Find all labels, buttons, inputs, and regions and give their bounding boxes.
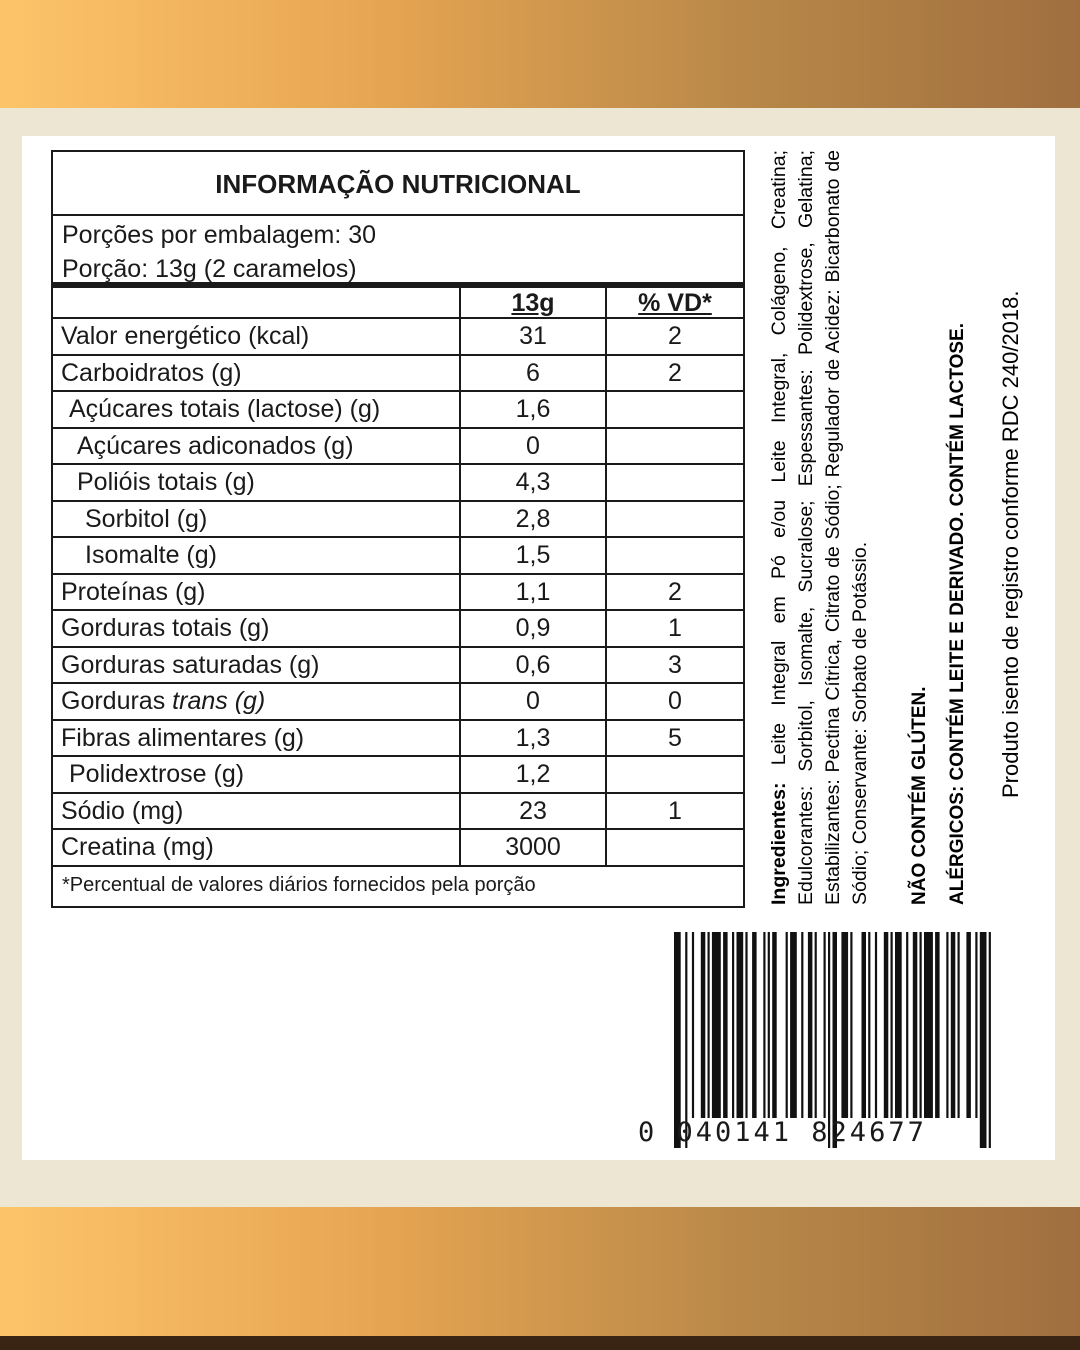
nutrient-amount: 1,6 bbox=[461, 392, 607, 427]
table-row bbox=[53, 429, 743, 466]
nutrient-amount: 0,6 bbox=[461, 648, 607, 683]
nutrient-dv: 3 bbox=[668, 650, 682, 679]
top-decorative-band bbox=[0, 0, 1080, 108]
barcode-digits: 0 040141 824677 bbox=[638, 1117, 927, 1148]
barcode-bar bbox=[951, 932, 956, 1118]
barcode-bar bbox=[692, 932, 694, 1118]
nutrient-amount: 1,3 bbox=[461, 721, 607, 756]
barcode-bar bbox=[895, 932, 902, 1118]
table-row bbox=[53, 721, 743, 758]
barcode-bar bbox=[946, 932, 948, 1118]
barcode-bar bbox=[752, 932, 757, 1118]
table-row bbox=[53, 757, 743, 794]
table-row bbox=[53, 684, 743, 721]
nutrient-dv bbox=[607, 429, 743, 464]
barcode-bar bbox=[745, 932, 747, 1118]
table-row bbox=[53, 648, 743, 685]
barcode-bar bbox=[891, 932, 893, 1118]
nutrient-amount: 0 bbox=[461, 429, 607, 464]
nutrient-amount: 31 bbox=[461, 319, 607, 354]
header-daily-value: % VD* bbox=[638, 289, 712, 317]
barcode-bar bbox=[913, 932, 918, 1118]
nutrient-name: Valor energético (kcal) bbox=[53, 319, 461, 354]
nutrition-title: INFORMAÇÃO NUTRICIONAL bbox=[53, 152, 743, 216]
table-row bbox=[53, 465, 743, 502]
allergen-warning: ALÉRGICOS: CONTÉM LEITE E DERIVADO. CONTÉM LACTOSE. bbox=[947, 323, 968, 905]
table-footnote: *Percentual de valores diários fornecidos pela porção bbox=[62, 873, 536, 896]
barcode-bar bbox=[808, 932, 813, 1118]
nutrition-facts-table bbox=[51, 150, 745, 908]
barcode-bar bbox=[712, 932, 721, 1118]
nutrient-dv bbox=[607, 465, 743, 500]
table-row bbox=[53, 392, 743, 429]
table-row bbox=[53, 356, 743, 393]
nutrient-name: Creatina (mg) bbox=[53, 830, 461, 865]
ingredients-list: Leite Integral em Pó e/ou Leite Integral, Colágeno, Creatina; Edulcorantes: Sorbitol, Isomalte, Sucralose; Espessantes: Polidextrose, Gelatina; Estabilizantes: Pectina Cítrica, Citrato de Sódio; Regulador de Acidez: Bicarbonato de Sódio; Conservante: Sorbato de Potássio. bbox=[768, 150, 871, 905]
portion-info bbox=[53, 216, 743, 288]
barcode-bar bbox=[833, 932, 838, 1148]
nutrient-dv: 2 bbox=[668, 358, 682, 387]
nutrient-dv: 5 bbox=[668, 723, 682, 752]
table-row bbox=[53, 611, 743, 648]
table-row bbox=[53, 575, 743, 612]
header-empty-cell bbox=[53, 288, 461, 317]
barcode-bar bbox=[906, 932, 908, 1118]
nutrient-name: Isomalte (g) bbox=[53, 538, 461, 573]
bottom-decorative-band bbox=[0, 1207, 1080, 1350]
ingredients-label: Ingredientes: bbox=[768, 782, 790, 905]
nutrient-amount: 3000 bbox=[461, 830, 607, 865]
nutrient-name: Carboidratos (g) bbox=[53, 356, 461, 391]
nutrient-name: Açúcares adiconados (g) bbox=[53, 429, 461, 464]
barcode-bar bbox=[862, 932, 867, 1118]
barcode-bar bbox=[875, 932, 877, 1118]
nutrient-name: Sorbitol (g) bbox=[53, 502, 461, 537]
nutrient-name bbox=[53, 684, 461, 719]
table-row bbox=[53, 830, 743, 867]
barcode-bar bbox=[868, 932, 870, 1118]
barcode-bar bbox=[701, 932, 706, 1118]
barcode-bar bbox=[966, 932, 971, 1118]
barcode-bar bbox=[786, 932, 788, 1118]
barcode-bar bbox=[828, 932, 830, 1148]
nutrient-dv: 0 bbox=[668, 687, 682, 715]
nutrient-dv bbox=[607, 502, 743, 537]
nutrient-name: Gorduras saturadas (g) bbox=[53, 648, 461, 683]
barcode-bar bbox=[841, 932, 848, 1118]
barcode-bar bbox=[980, 932, 987, 1148]
nutrient-amount: 4,3 bbox=[461, 465, 607, 500]
nutrient-dv: 1 bbox=[668, 796, 682, 825]
barcode-bar bbox=[768, 932, 770, 1118]
header-amount: 13g bbox=[461, 288, 607, 317]
barcode-bar bbox=[790, 932, 797, 1118]
table-header-row bbox=[53, 288, 743, 319]
barcode-bar bbox=[737, 932, 744, 1118]
barcode-bar bbox=[801, 932, 803, 1118]
barcode-bar bbox=[935, 932, 940, 1118]
registration-notice: Produto isento de registro conforme RDC 240/2018. bbox=[998, 290, 1023, 798]
table-row bbox=[53, 502, 743, 539]
nutrient-amount: 0 bbox=[461, 684, 607, 719]
nutrient-amount: 0,9 bbox=[461, 611, 607, 646]
barcode-bar bbox=[763, 932, 765, 1118]
nutrient-name: Açúcares totais (lactose) (g) bbox=[53, 392, 461, 427]
nutrient-name: Fibras alimentares (g) bbox=[53, 721, 461, 756]
barcode-bar bbox=[674, 932, 681, 1148]
gluten-warning: NÃO CONTÉM GLÚTEN. bbox=[909, 686, 930, 905]
table-row bbox=[53, 319, 743, 356]
barcode-bar bbox=[723, 932, 728, 1118]
barcode-bar bbox=[924, 932, 933, 1118]
nutrient-dv bbox=[607, 392, 743, 427]
table-row bbox=[53, 538, 743, 575]
barcode-bar bbox=[685, 932, 687, 1148]
nutrient-dv bbox=[607, 757, 743, 792]
barcode-bar bbox=[850, 932, 852, 1118]
barcode-bar bbox=[772, 932, 777, 1118]
nutrient-name: Polidextrose (g) bbox=[53, 757, 461, 792]
nutrient-dv: 1 bbox=[668, 614, 682, 642]
nutrient-amount: 1,5 bbox=[461, 538, 607, 573]
nutrient-amount: 1,1 bbox=[461, 575, 607, 610]
barcode-bar bbox=[815, 932, 817, 1118]
nutrient-dv bbox=[607, 830, 743, 865]
barcode-bar bbox=[958, 932, 960, 1118]
nutrient-name: Sódio (mg) bbox=[53, 794, 461, 829]
nutrient-dv: 2 bbox=[668, 322, 682, 350]
nutrient-name: Gorduras totais (g) bbox=[53, 611, 461, 646]
nutrient-amount: 23 bbox=[461, 794, 607, 829]
barcode-bar bbox=[884, 932, 889, 1118]
portion-size: Porção: 13g (2 caramelos) bbox=[62, 255, 357, 283]
ingredients-text bbox=[766, 150, 874, 905]
nutrient-name-plain: Gorduras bbox=[61, 687, 173, 715]
barcode-bar bbox=[708, 932, 710, 1118]
barcode-bar bbox=[989, 932, 991, 1148]
nutrient-dv bbox=[607, 538, 743, 573]
barcode-bar bbox=[920, 932, 922, 1118]
nutrient-name: Proteínas (g) bbox=[53, 575, 461, 610]
barcode bbox=[638, 928, 1000, 1148]
portions-per-package: Porções por embalagem: 30 bbox=[62, 221, 377, 249]
nutrient-dv: 2 bbox=[668, 577, 682, 606]
barcode-bar bbox=[975, 932, 977, 1118]
table-row bbox=[53, 794, 743, 831]
nutrient-amount: 2,8 bbox=[461, 502, 607, 537]
nutrient-amount: 6 bbox=[461, 356, 607, 391]
nutrient-name: Polióis totais (g) bbox=[53, 465, 461, 500]
nutrient-amount: 1,2 bbox=[461, 757, 607, 792]
barcode-bar bbox=[732, 932, 734, 1118]
nutrient-name-italic: trans (g) bbox=[172, 687, 266, 715]
barcode-bar bbox=[824, 932, 826, 1118]
